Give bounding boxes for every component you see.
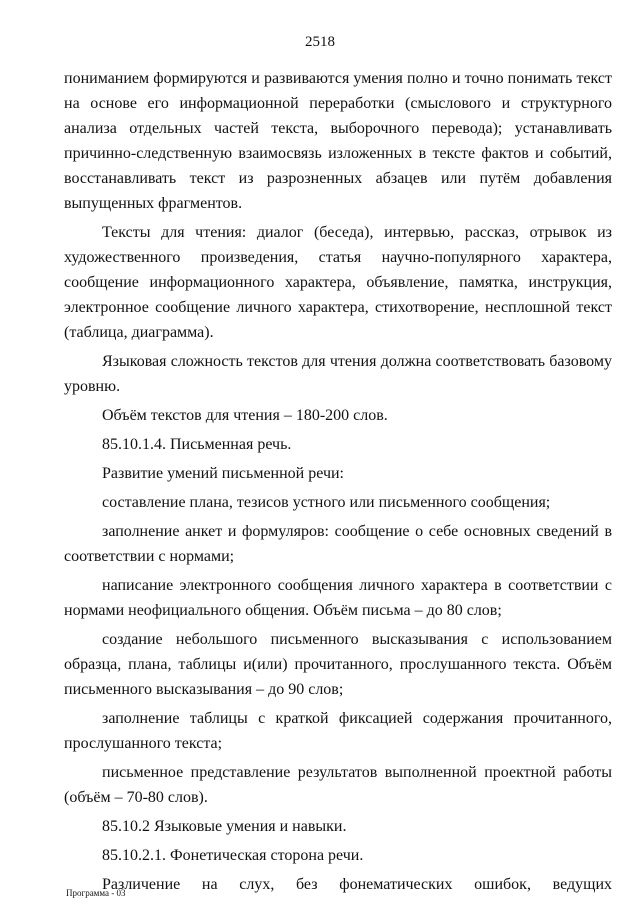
section-heading-written-speech: 85.10.1.4. Письменная речь. [102, 436, 292, 453]
document-body [64, 66, 612, 901]
list-item-project: письменное представление результатов выполненной проектной работы (объём – 70-80 слов). [64, 764, 612, 806]
paragraph-reading-texts: Тексты для чтения: диалог (беседа), интервью, рассказ, отрывок из художественного произведения, статья научно-популярного характера, сообщение информационного характера, объявление, памятка, инструкция, электронное сообщение личного характера, стихотворение, несплошной текст (таблица, диаграмма). [64, 224, 612, 341]
list-item-forms: заполнение анкет и формуляров: сообщение о себе основных сведений в соответствии с нормами; [64, 523, 612, 565]
paragraph-text-comprehension: пониманием формируются и развиваются умения полно и точно понимать текст на основе его информационной переработки (смыслового и структурного анализа отдельных частей текста, выборочного перевода); устанавливать причинно-следственную взаимосвязь изложенных в тексте фактов и событий, восстанавливать текст из разрозненных абзацев или путём добавления выпущенных фрагментов. [64, 70, 612, 212]
list-item-plan: составление плана, тезисов устного или письменного сообщения; [102, 494, 551, 511]
footer-label: Программа - 03 [66, 888, 126, 898]
page-number: 2518 [305, 34, 335, 50]
paragraph-phonetics-start: Различение на слух, без фонематических ошибок, ведущих [102, 876, 612, 893]
list-item-written-statement: создание небольшого письменного высказывания с использованием образца, плана, таблицы и(или) прочитанного, прослушанного текста. Объём письменного высказывания – до 90 слов; [64, 631, 612, 698]
paragraph-language-complexity: Языковая сложность текстов для чтения должна соответствовать базовому уровню. [64, 353, 612, 395]
section-heading-language-skills: 85.10.2 Языковые умения и навыки. [102, 818, 347, 835]
paragraph-written-skills-intro: Развитие умений письменной речи: [102, 465, 344, 482]
list-item-table: заполнение таблицы с краткой фиксацией содержания прочитанного, прослушанного текста; [64, 710, 612, 752]
paragraph-text-volume: Объём текстов для чтения – 180-200 слов. [102, 407, 388, 424]
list-item-email: написание электронного сообщения личного характера в соответствии с нормами неофициального общения. Объём письма – до 80 слов; [64, 577, 612, 619]
section-heading-phonetics: 85.10.2.1. Фонетическая сторона речи. [102, 847, 364, 864]
